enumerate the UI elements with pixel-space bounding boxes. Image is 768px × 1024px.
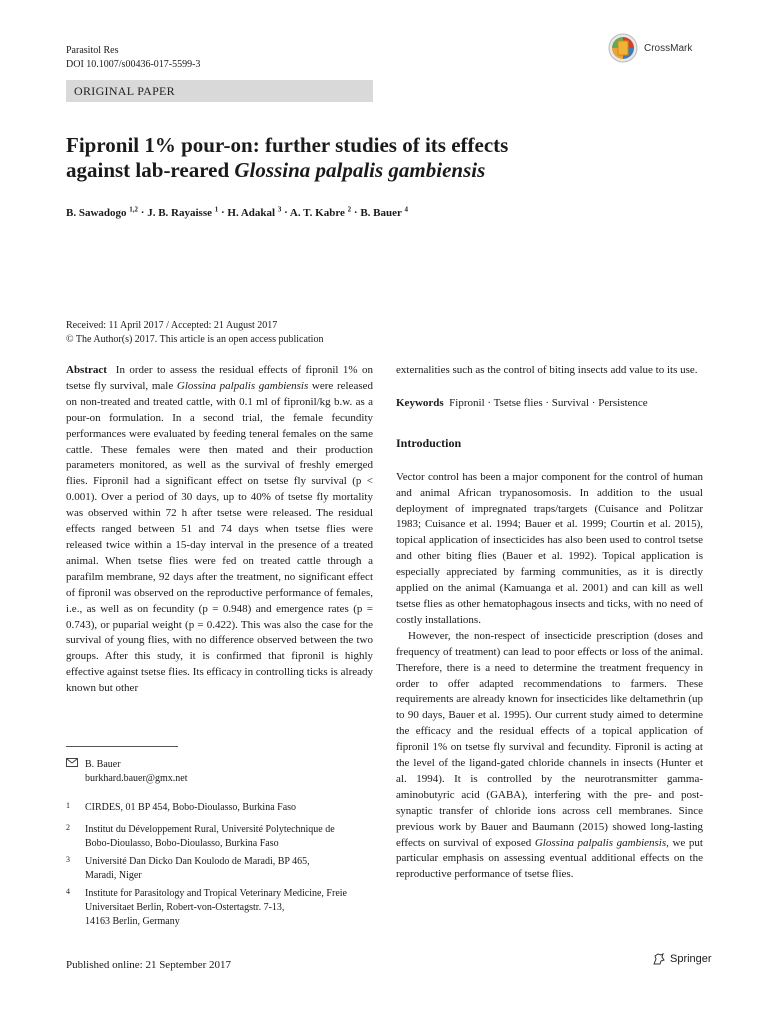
title-line-1: Fipronil 1% pour-on: further studies of its effects bbox=[66, 133, 509, 157]
introduction-paragraph-2: However, the non-respect of insecticide prescription (doses and frequency of treatment) can lead to poor effects or loss of the animal. Therefore, there is a need to determine the treatment frequency in order to offer adapted recommendations to farmers. These requirements are already known for insecticides like deltamethrin (up to 90 days, Bauer et al. 1995). Our current study aimed to determine the efficacy and the residual effects of a topical application of fipronil 1% on tsetse fly survival and fecundity. Fipronil is acting at the level of the ligand-gated chloride channels in insects (Hunter et al. 1994). It is controlled by the neurotransmitter gamma-aminobutyric acid (GABA), interfering with the pre- and post-synaptic transfer of chloride ions across cell membranes. Since previous work by Bauer and Baumann (2015) showed long-lasting effects on survival of exposed Glossina palpalis gambiensis, we put particular emphasis on assessing eventual additional effects on the reproductive performance of tsetse flies. bbox=[396, 629, 703, 881]
corresponding-email[interactable]: burkhard.bauer@gmx.net bbox=[85, 773, 188, 784]
author[interactable]: A. T. Kabre $^2$ bbox=[289, 205, 352, 219]
author[interactable]: B. Bauer $^4$ bbox=[360, 205, 408, 219]
author[interactable]: B. Sawadogo $^{1,2}$ bbox=[66, 205, 139, 219]
journal-name: Parasitol Res bbox=[66, 45, 119, 56]
keywords-heading: Keywords bbox=[396, 396, 444, 409]
journal-header bbox=[66, 44, 200, 72]
crossmark-icon bbox=[608, 33, 638, 63]
crossmark-badge[interactable] bbox=[608, 30, 728, 66]
introduction-paragraph-1: Vector control has been a major component for the control of human and animal African trypanosomosis. In addition to the usual deployment of impregnated traps/targets (Cuisance and Politzar 1983; Cuisance et al. 1994; Bauer et al. 1999; Courtin et al. 2015), topical application of insecticides has also been used to control tsetse and other biting flies (Bauer et al. 1992). Topical application is especially appreciated by farming communities, as it is directly applied on the animal (Kamuanga et al. 2001) and can kill as well tsetse flies as other hematophagous insects and ticks, with no need of costly installations. bbox=[396, 470, 703, 626]
affiliation: 4 Institute for Parasitology and Tropical Veterinary Medicine, Freie Universitaet Berlin, Robert-von-Ostertagstr. 7-13, 14163 Berlin, Germany bbox=[66, 887, 347, 927]
corresponding-author: B. Bauer bbox=[85, 759, 121, 770]
doi[interactable]: DOI 10.1007/s00436-017-5599-3 bbox=[66, 59, 201, 70]
footnote-divider bbox=[66, 746, 178, 747]
author[interactable]: J. B. Rayaisse $^1$ bbox=[147, 205, 219, 219]
publisher-name: Springer bbox=[670, 953, 712, 965]
title-line-2: against lab-reared Glossina palpalis gambiensis bbox=[66, 158, 486, 182]
abstract-continued: externalities such as the control of biting insects add value to its use. bbox=[396, 364, 698, 376]
received-accepted: Received: 11 April 2017 / Accepted: 21 August 2017 bbox=[66, 320, 278, 331]
author-list: B. Sawadogo $^{1,2}$ · J. B. Rayaisse $^1$ · H. Adakal $^3$ · A. T. Kabre $^2$ · B. Bauer $^4$ bbox=[66, 205, 408, 219]
author[interactable]: H. Adakal $^3$ bbox=[227, 205, 282, 219]
affiliation: 2 Institut du Développement Rural, Université Polytechnique de Bobo-Dioulasso, Bobo-Dioulasso, Burkina Faso bbox=[66, 823, 335, 849]
affiliation: 1 CIRDES, 01 BP 454, Bobo-Dioulasso, Burkina Faso bbox=[66, 801, 297, 813]
copyright: © The Author(s) 2017. This article is an open access publication bbox=[66, 334, 324, 345]
paper-title bbox=[66, 133, 706, 183]
correspondence bbox=[66, 758, 188, 786]
title-species: Glossina palpalis gambiensis bbox=[234, 158, 486, 182]
springer-logo bbox=[652, 952, 712, 966]
published-online: Published online: 21 September 2017 bbox=[66, 959, 231, 971]
crossmark-label: CrossMark bbox=[644, 42, 693, 54]
envelope-icon bbox=[66, 758, 78, 772]
abstract-text: Abstract In order to assess the residual effects of fipronil 1% on tsetse fly survival, male Glossina palpalis gambiensis were released on non-treated and treated cattle, with 0.1 ml of fipronil/kg b.w. as a pour-on formulation. In a second trial, the female fecundity performances were evaluated by feeding teneral females on the same cattle. These females were then mated and their production parameters monitored, as well as the survival of freshly emerged flies. Fipronil had a significant effect on tsetse fly survival (p < 0.001). Over a period of 30 days, up to 40% of tsetse fly mortality was observed within 72 h after tsetse were released. The residual effects ranged between 51 and 74 days when tsetse flies were released twice within a 15-day interval in the presence of a treated animal. When tsetse flies were fed on treated cattle through a parafilm membrane, 92 days after the treatment, no significant effect of fipronil was observed on the reproductive performance of females, i.e., as well as on fecundity (p = 0.948) and emergence rates (p = 0.743), or puparial weight (p = 0.422). This was also the case for the survival of young flies, with no difference observed between the two groups. After this study, it is confirmed that fipronil is highly effective against tsetse flies. Its efficacy in controlling ticks is already known but other bbox=[66, 364, 373, 695]
article-dates bbox=[66, 319, 323, 347]
affiliation: 3 Université Dan Dicko Dan Koulodo de Maradi, BP 465, Maradi, Niger bbox=[66, 855, 310, 881]
springer-horse-icon bbox=[652, 952, 666, 966]
section-banner: ORIGINAL PAPER bbox=[66, 80, 373, 102]
abstract-column bbox=[66, 363, 373, 697]
keywords: Keywords Fipronil · Tsetse flies · Survival · Persistence bbox=[396, 396, 648, 409]
introduction-heading: Introduction bbox=[396, 435, 462, 450]
right-column bbox=[396, 363, 703, 883]
abstract-heading: Abstract bbox=[66, 364, 107, 376]
